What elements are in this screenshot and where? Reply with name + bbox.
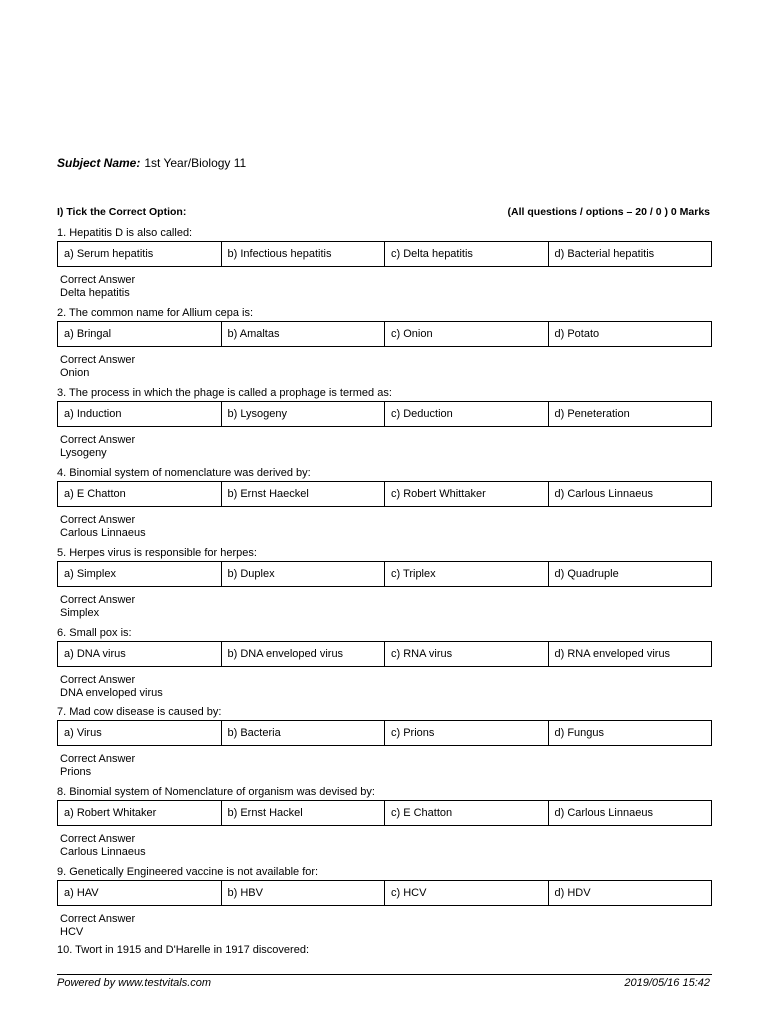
correct-answer-value: HCV — [60, 926, 84, 938]
option-a[interactable]: a) Simplex — [58, 562, 222, 586]
correct-answer-label: Correct Answer — [60, 274, 136, 286]
correct-answer-label: Correct Answer — [60, 753, 136, 765]
correct-answer-label: Correct Answer — [60, 354, 136, 366]
option-d[interactable]: d) Fungus — [554, 727, 605, 739]
option-c[interactable]: c) E Chatton — [385, 801, 549, 825]
options-row — [57, 321, 712, 347]
correct-answer — [57, 354, 712, 380]
question-10: 10. Twort in 1915 and D'Harelle in 1917 discovered: — [57, 944, 309, 956]
question-text: 8. Binomial system of Nomenclature of organism was devised by: — [57, 786, 375, 798]
option-c[interactable]: c) RNA virus — [385, 642, 549, 666]
question-8 — [57, 785, 712, 859]
section-header — [57, 206, 712, 222]
correct-answer — [57, 833, 712, 859]
question-3 — [57, 386, 712, 460]
option-d[interactable]: d) HDV — [554, 887, 591, 899]
correct-answer — [57, 434, 712, 460]
subject-name — [57, 156, 246, 170]
question-text: 5. Herpes virus is responsible for herpes: — [57, 547, 257, 559]
question-9 — [57, 865, 712, 939]
question-text: 2. The common name for Allium cepa is: — [57, 307, 254, 319]
correct-answer-label: Correct Answer — [60, 514, 136, 526]
option-c[interactable]: c) Triplex — [385, 562, 549, 586]
correct-answer — [57, 274, 712, 300]
option-b[interactable]: b) Duplex — [222, 562, 386, 586]
question-text: 9. Genetically Engineered vaccine is not available for: — [57, 866, 319, 878]
footer-divider — [57, 974, 712, 975]
question-text: 4. Binomial system of nomenclature was derived by: — [57, 467, 311, 479]
option-a[interactable]: a) Induction — [58, 402, 222, 426]
footer-powered-by: Powered by www.testvitals.com — [57, 977, 212, 989]
question-1 — [57, 226, 712, 300]
options-row — [57, 561, 712, 587]
correct-answer-label: Correct Answer — [60, 913, 136, 925]
footer-timestamp: 2019/05/16 15:42 — [624, 977, 710, 989]
section-marks: (All questions / options – 20 / 0 ) 0 Marks — [507, 206, 710, 218]
subject-label: Subject Name: — [57, 156, 141, 170]
question-text: 7. Mad cow disease is caused by: — [57, 706, 222, 718]
option-b[interactable]: b) HBV — [222, 881, 386, 905]
option-a[interactable]: a) E Chatton — [58, 482, 222, 506]
option-b[interactable]: b) Infectious hepatitis — [222, 242, 386, 266]
option-d[interactable]: d) Quadruple — [554, 568, 619, 580]
option-b[interactable]: b) Amaltas — [222, 322, 386, 346]
correct-answer-value: Lysogeny — [60, 447, 107, 459]
option-d[interactable]: d) Peneteration — [554, 408, 630, 420]
option-a[interactable]: a) DNA virus — [58, 642, 222, 666]
option-a[interactable]: a) Virus — [58, 721, 222, 745]
correct-answer-value: Onion — [60, 367, 90, 379]
correct-answer-value: Carlous Linnaeus — [60, 527, 146, 539]
option-b[interactable]: b) Lysogeny — [222, 402, 386, 426]
question-4 — [57, 466, 712, 540]
options-row — [57, 481, 712, 507]
options-row — [57, 800, 712, 826]
option-a[interactable]: a) Bringal — [58, 322, 222, 346]
correct-answer-value: Delta hepatitis — [60, 287, 130, 299]
subject-value: 1st Year/Biology 11 — [144, 156, 247, 170]
correct-answer — [57, 514, 712, 540]
correct-answer — [57, 913, 712, 939]
question-2 — [57, 306, 712, 380]
option-c[interactable]: c) HCV — [385, 881, 549, 905]
option-a[interactable]: a) HAV — [58, 881, 222, 905]
correct-answer-label: Correct Answer — [60, 594, 136, 606]
option-b[interactable]: b) Ernst Haeckel — [222, 482, 386, 506]
correct-answer — [57, 753, 712, 779]
question-text: 3. The process in which the phage is called a prophage is termed as: — [57, 387, 392, 399]
option-a[interactable]: a) Robert Whitaker — [58, 801, 222, 825]
section-title: I) Tick the Correct Option: — [57, 206, 187, 218]
question-6 — [57, 626, 712, 700]
correct-answer-value: Simplex — [60, 607, 100, 619]
option-b[interactable]: b) Bacteria — [222, 721, 386, 745]
correct-answer-label: Correct Answer — [60, 674, 136, 686]
options-row — [57, 241, 712, 267]
option-b[interactable]: b) DNA enveloped virus — [222, 642, 386, 666]
options-row — [57, 641, 712, 667]
option-c[interactable]: c) Deduction — [385, 402, 549, 426]
options-row — [57, 720, 712, 746]
correct-answer-value: Prions — [60, 766, 92, 778]
option-d[interactable]: d) Bacterial hepatitis — [554, 248, 655, 260]
option-c[interactable]: c) Onion — [385, 322, 549, 346]
correct-answer-label: Correct Answer — [60, 434, 136, 446]
option-a[interactable]: a) Serum hepatitis — [58, 242, 222, 266]
question-7 — [57, 705, 712, 779]
option-c[interactable]: c) Prions — [385, 721, 549, 745]
correct-answer-value: DNA enveloped virus — [60, 687, 163, 699]
option-d[interactable]: d) RNA enveloped virus — [554, 648, 671, 660]
option-d[interactable]: d) Potato — [554, 328, 600, 340]
correct-answer — [57, 674, 712, 700]
question-5 — [57, 546, 712, 620]
option-c[interactable]: c) Robert Whittaker — [385, 482, 549, 506]
correct-answer-label: Correct Answer — [60, 833, 136, 845]
option-d[interactable]: d) Carlous Linnaeus — [554, 807, 653, 819]
option-d[interactable]: d) Carlous Linnaeus — [554, 488, 653, 500]
question-text: 6. Small pox is: — [57, 627, 132, 639]
correct-answer — [57, 594, 712, 620]
question-text: 1. Hepatitis D is also called: — [57, 227, 193, 239]
correct-answer-value: Carlous Linnaeus — [60, 846, 146, 858]
option-c[interactable]: c) Delta hepatitis — [385, 242, 549, 266]
option-b[interactable]: b) Ernst Hackel — [222, 801, 386, 825]
options-row — [57, 401, 712, 427]
options-row — [57, 880, 712, 906]
